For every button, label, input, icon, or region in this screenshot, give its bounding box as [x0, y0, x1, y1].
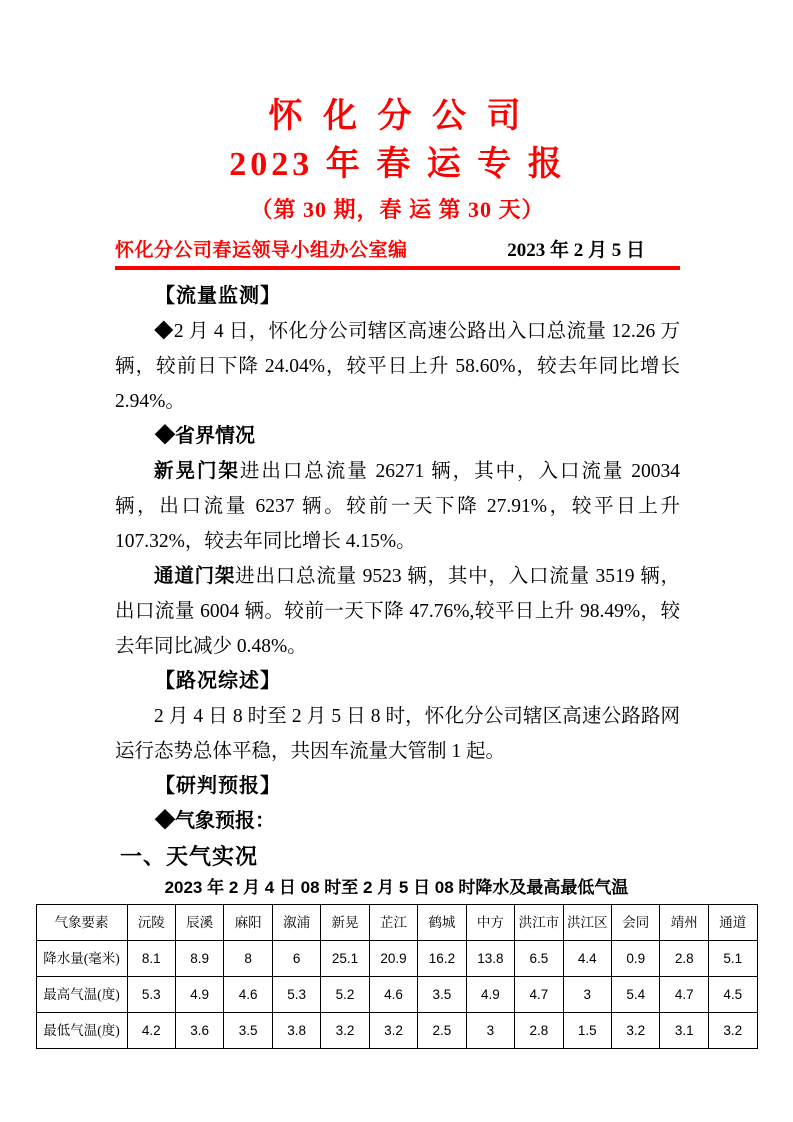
header-cell-station: 中方 — [466, 905, 514, 941]
weather-table-wrap — [0, 904, 793, 1049]
header-cell-station: 沅陵 — [127, 905, 175, 941]
value-cell: 25.1 — [321, 941, 369, 977]
doc-title-line2: 2023 年 春 运 专 报 — [229, 146, 566, 183]
value-cell: 3 — [466, 1013, 514, 1049]
value-cell: 20.9 — [369, 941, 417, 977]
value-cell: 3.2 — [369, 1013, 417, 1049]
value-cell: 4.6 — [224, 977, 272, 1013]
value-cell: 3 — [563, 977, 611, 1013]
value-cell: 2.5 — [418, 1013, 466, 1049]
value-cell: 8.1 — [127, 941, 175, 977]
header-cell-station: 靖州 — [660, 905, 708, 941]
value-cell: 4.6 — [369, 977, 417, 1013]
para-xinhuang-text: 进出口总流量 26271 辆，其中，入口流量 20034 辆，出口流量 6237 辆。较前一天下降 27.91%，较平日上升 107.32%，较去年同比增长 4.15%。 — [115, 461, 680, 552]
value-cell: 4.9 — [175, 977, 223, 1013]
value-cell: 3.2 — [708, 1013, 757, 1049]
header-cell-station: 新晃 — [321, 905, 369, 941]
header-cell-station: 溆浦 — [272, 905, 320, 941]
value-cell: 4.9 — [466, 977, 514, 1013]
header-cell-station: 洪江市 — [515, 905, 563, 941]
value-cell: 3.2 — [321, 1013, 369, 1049]
header-cell-station: 通道 — [708, 905, 757, 941]
header-cell-station: 会同 — [612, 905, 660, 941]
header-cell-station: 鹤城 — [418, 905, 466, 941]
value-cell: 5.1 — [708, 941, 757, 977]
weather-table — [36, 904, 758, 1049]
para-road-overview: 2 月 4 日 8 时至 2 月 5 日 8 时，怀化分公司辖区高速公路路网运行态势总体平稳，共因车流量大管制 1 起。 — [115, 706, 680, 762]
value-cell: 5.3 — [127, 977, 175, 1013]
gantry-name-tongdao: 通道门架 — [154, 565, 236, 587]
section-heading-province-border: ◆省界情况 — [155, 425, 255, 447]
header-cell-station: 辰溪 — [175, 905, 223, 941]
masthead — [115, 239, 680, 263]
row-label-cell: 最高气温(度) — [36, 977, 127, 1013]
value-cell: 5.3 — [272, 977, 320, 1013]
masthead-rule — [115, 266, 680, 270]
header-cell-station: 芷江 — [369, 905, 417, 941]
value-cell: 3.1 — [660, 1013, 708, 1049]
weather-table-row — [36, 941, 757, 977]
value-cell: 8 — [224, 941, 272, 977]
value-cell: 3.6 — [175, 1013, 223, 1049]
section-heading-road-overview: 【路况综述】 — [155, 670, 281, 692]
masthead-date: 2023 年 2 月 5 日 — [507, 240, 645, 261]
para-tongdao-text: 进出口总流量 9523 辆，其中，入口流量 3519 辆，出口流量 6004 辆。较前一天下降 47.76%,较平日上升 98.49%，较去年同比减少 0.48%。 — [115, 566, 680, 657]
value-cell: 2.8 — [515, 1013, 563, 1049]
doc-body — [43, 279, 747, 1049]
header-cell-station: 麻阳 — [224, 905, 272, 941]
heading-weather-actual: 一、天气实况 — [120, 844, 259, 869]
section-heading-forecast: 【研判预报】 — [155, 775, 281, 797]
value-cell: 2.8 — [660, 941, 708, 977]
header-cell-station: 洪江区 — [563, 905, 611, 941]
value-cell: 3.5 — [224, 1013, 272, 1049]
masthead-editor: 怀化分公司春运领导小组办公室编 — [115, 240, 408, 261]
value-cell: 5.4 — [612, 977, 660, 1013]
value-cell: 6 — [272, 941, 320, 977]
value-cell: 4.7 — [515, 977, 563, 1013]
value-cell: 3.2 — [612, 1013, 660, 1049]
weather-table-row — [36, 977, 757, 1013]
value-cell: 5.2 — [321, 977, 369, 1013]
gantry-name-xinhuang: 新晃门架 — [154, 460, 240, 482]
value-cell: 4.5 — [708, 977, 757, 1013]
value-cell: 1.5 — [563, 1013, 611, 1049]
para-flow-summary: ◆2 月 4 日，怀化分公司辖区高速公路出入口总流量 12.26 万辆，较前日下降 24.04%，较平日上升 58.60%，较去年同比增长 2.94%。 — [115, 321, 680, 412]
doc-issue-line: （第 30 期，春 运 第 30 天） — [250, 197, 545, 222]
value-cell: 4.4 — [563, 941, 611, 977]
value-cell: 4.7 — [660, 977, 708, 1013]
value-cell: 3.8 — [272, 1013, 320, 1049]
row-label-cell: 最低气温(度) — [36, 1013, 127, 1049]
value-cell: 0.9 — [612, 941, 660, 977]
para-tongdao-gantry — [115, 559, 680, 664]
doc-title-line1: 怀 化 分 公 司 — [268, 98, 527, 135]
value-cell: 8.9 — [175, 941, 223, 977]
value-cell: 16.2 — [418, 941, 466, 977]
header-cell-factor: 气象要素 — [36, 905, 127, 941]
value-cell: 6.5 — [515, 941, 563, 977]
weather-table-row — [36, 1013, 757, 1049]
weather-table-header-row — [36, 905, 757, 941]
value-cell: 3.5 — [418, 977, 466, 1013]
para-xinhuang-gantry — [115, 454, 680, 559]
weather-table-title: 2023 年 2 月 4 日 08 时至 2 月 5 日 08 时降水及最高最低气温 — [164, 878, 629, 897]
subheading-weather-forecast: ◆气象预报： — [155, 810, 275, 832]
value-cell: 4.2 — [127, 1013, 175, 1049]
value-cell: 13.8 — [466, 941, 514, 977]
row-label-cell: 降水量(毫米) — [36, 941, 127, 977]
section-heading-flow-monitor: 【流量监测】 — [155, 285, 281, 307]
